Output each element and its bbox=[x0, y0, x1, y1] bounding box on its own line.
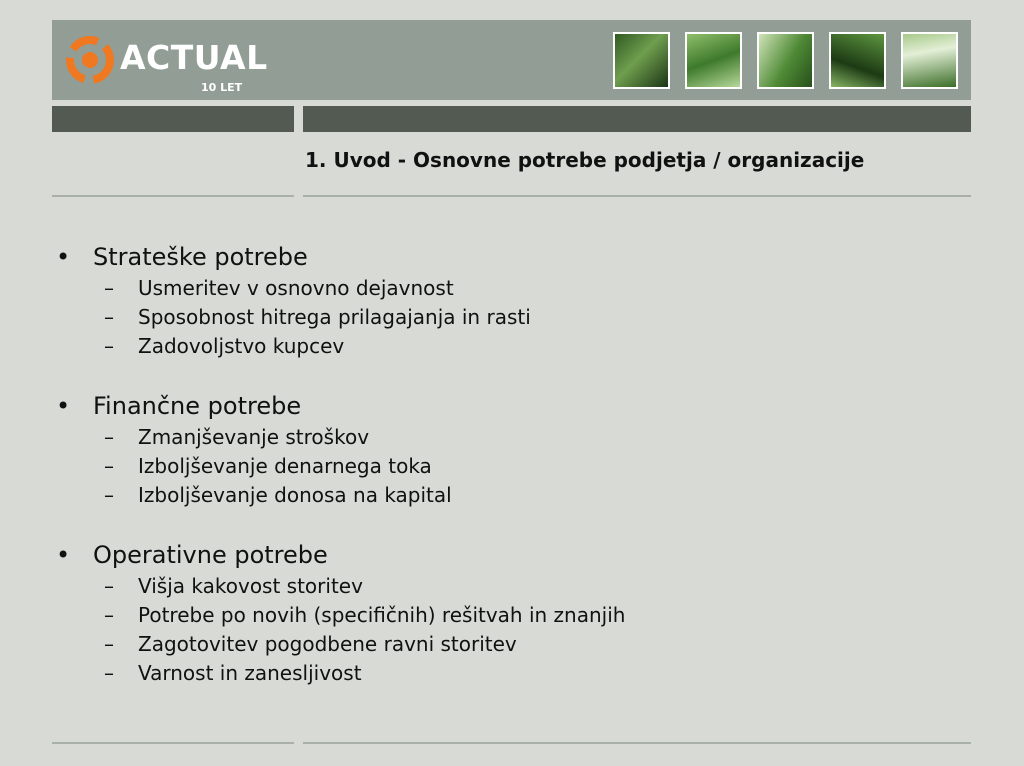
sub-item bbox=[54, 423, 954, 452]
sub-item-text: Potrebe po novih (specifičnih) rešitvah in znanjih bbox=[138, 603, 626, 627]
dash-icon: – bbox=[104, 483, 114, 507]
photo-thumbnail-5 bbox=[901, 32, 958, 89]
bullet-group bbox=[54, 389, 954, 510]
dash-icon: – bbox=[104, 574, 114, 598]
sub-item bbox=[54, 572, 954, 601]
dash-icon: – bbox=[104, 632, 114, 656]
actual-logo-icon bbox=[62, 32, 118, 88]
sub-item-text: Zmanjševanje stroškov bbox=[138, 425, 370, 449]
dash-icon: – bbox=[104, 276, 114, 300]
sub-item bbox=[54, 659, 954, 688]
sub-item-text: Višja kakovost storitev bbox=[138, 574, 363, 598]
sub-item bbox=[54, 274, 954, 303]
sub-item-text: Izboljševanje denarnega toka bbox=[138, 454, 432, 478]
bullet-heading bbox=[54, 389, 954, 423]
dash-icon: – bbox=[104, 603, 114, 627]
sub-item bbox=[54, 332, 954, 361]
divider-bottom-right bbox=[303, 742, 971, 744]
bullet-group bbox=[54, 240, 954, 361]
brand-subtitle: 10 LET bbox=[201, 81, 243, 94]
sub-item bbox=[54, 601, 954, 630]
decorative-bar-right bbox=[303, 106, 971, 132]
photo-thumbnail-4 bbox=[829, 32, 886, 89]
photo-thumbnail-3 bbox=[757, 32, 814, 89]
photo-thumbnail-2 bbox=[685, 32, 742, 89]
sub-item-text: Sposobnost hitrega prilagajanja in rasti bbox=[138, 305, 531, 329]
sub-item-text: Varnost in zanesljivost bbox=[138, 661, 362, 685]
sub-item-text: Zagotovitev pogodbene ravni storitev bbox=[138, 632, 517, 656]
bullet-heading-text: Operativne potrebe bbox=[93, 541, 328, 569]
divider-top-left bbox=[52, 195, 294, 197]
dash-icon: – bbox=[104, 661, 114, 685]
sub-item-text: Zadovoljstvo kupcev bbox=[138, 334, 345, 358]
bullet-icon: • bbox=[56, 243, 71, 271]
decorative-bar-left bbox=[52, 106, 294, 132]
sub-item bbox=[54, 481, 954, 510]
dash-icon: – bbox=[104, 425, 114, 449]
header-band bbox=[52, 20, 971, 100]
brand-name: ACTUAL bbox=[120, 38, 268, 77]
bullet-group bbox=[54, 538, 954, 688]
bullet-heading bbox=[54, 538, 954, 572]
bullet-heading bbox=[54, 240, 954, 274]
bullet-list bbox=[54, 240, 954, 716]
bullet-icon: • bbox=[56, 541, 71, 569]
sub-item bbox=[54, 452, 954, 481]
bullet-heading-text: Finančne potrebe bbox=[93, 392, 302, 420]
dash-icon: – bbox=[104, 454, 114, 478]
photo-thumbnail-1 bbox=[613, 32, 670, 89]
divider-top-right bbox=[303, 195, 971, 197]
bullet-heading-text: Strateške potrebe bbox=[93, 243, 308, 271]
sub-item bbox=[54, 303, 954, 332]
divider-bottom-left bbox=[52, 742, 294, 744]
slide-title: 1. Uvod - Osnovne potrebe podjetja / organizacije bbox=[305, 148, 865, 172]
sub-item-text: Usmeritev v osnovno dejavnost bbox=[138, 276, 454, 300]
dash-icon: – bbox=[104, 334, 114, 358]
dash-icon: – bbox=[104, 305, 114, 329]
bullet-icon: • bbox=[56, 392, 71, 420]
sub-item-text: Izboljševanje donosa na kapital bbox=[138, 483, 452, 507]
sub-item bbox=[54, 630, 954, 659]
